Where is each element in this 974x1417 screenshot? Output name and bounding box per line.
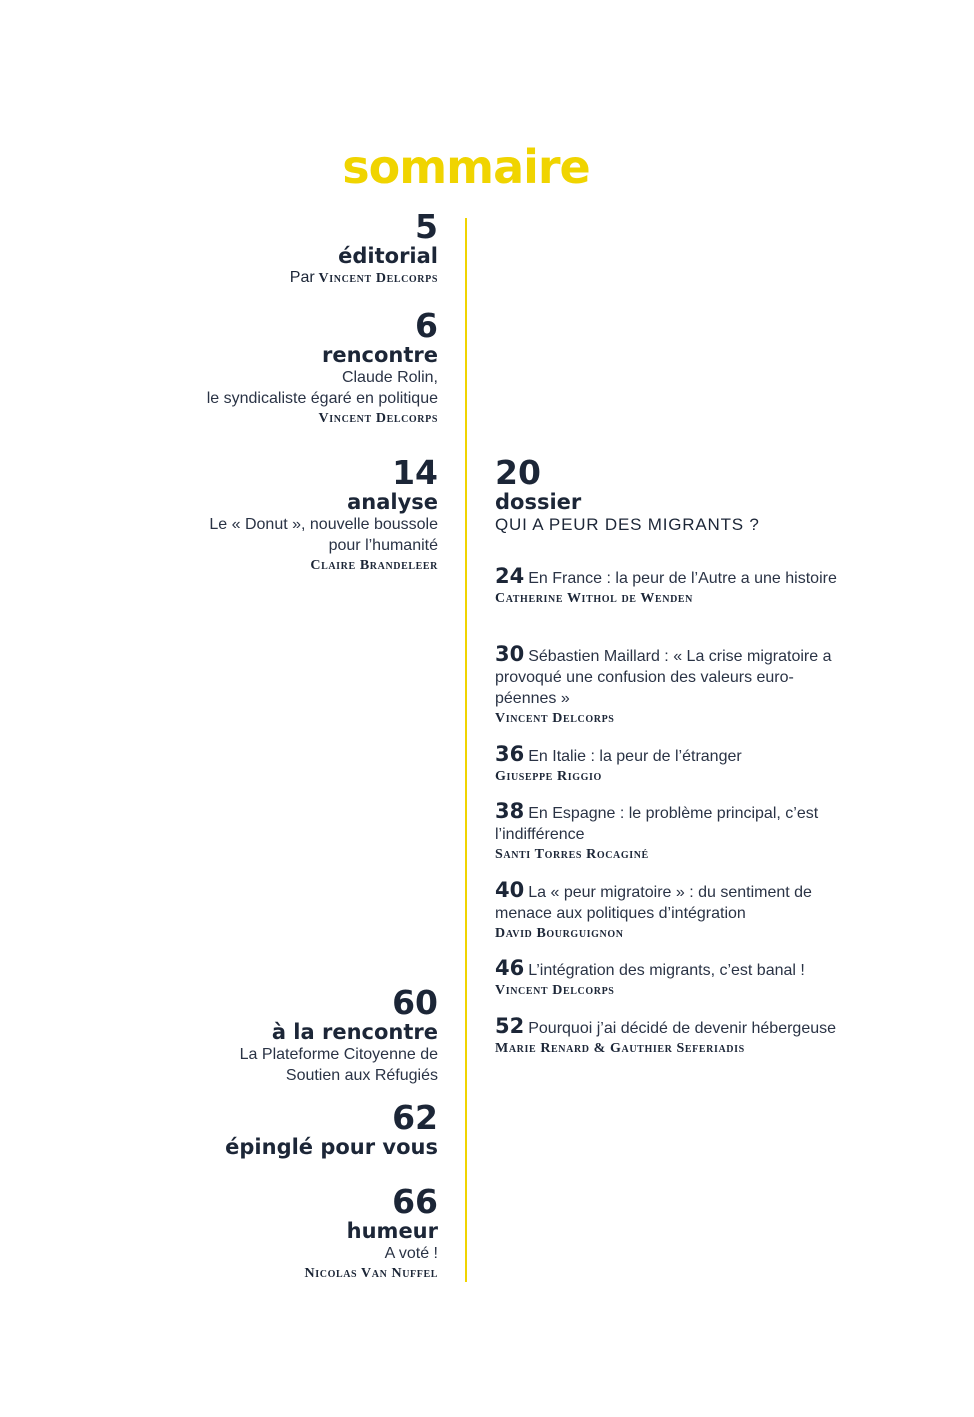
article-text: L’intégration des migrants, c’est banal ! (528, 962, 805, 979)
entry-description: Soutien aux Réfugiés (285, 1067, 438, 1084)
article-item[interactable] (495, 958, 895, 1001)
section-title: dossier (495, 490, 582, 514)
author-name: David Bourguignon (495, 926, 624, 941)
article-title (495, 958, 895, 981)
page-number: 62 (392, 1098, 438, 1137)
section-title: épinglé pour vous (225, 1135, 438, 1159)
entry-a-la-rencontre[interactable] (18, 983, 438, 1086)
author-name: Vincent Delcorps (318, 271, 438, 286)
article-item[interactable] (495, 1016, 915, 1059)
entry-editorial[interactable] (18, 207, 438, 289)
author-name: Vincent Delcorps (495, 983, 615, 998)
article-text: En France : la peur de l’Autre a une histoire (528, 570, 837, 587)
article-item[interactable] (495, 744, 895, 787)
entry-analyse[interactable] (18, 453, 438, 576)
author-name: Giuseppe Riggio (495, 769, 602, 784)
author-name: Vincent Delcorps (318, 411, 438, 426)
page-number: 6 (415, 306, 438, 345)
page-number: 5 (415, 207, 438, 246)
article-item[interactable] (495, 566, 895, 609)
section-title: éditorial (338, 244, 438, 268)
author-name: Marie Renard & Gauthier Seferiadis (495, 1041, 745, 1056)
article-page-number: 40 (495, 878, 525, 902)
entry-description: le syndicaliste égaré en politique (206, 390, 438, 407)
article-title (495, 644, 855, 709)
section-title: analyse (347, 490, 438, 514)
article-text: Pourquoi j’ai décidé de devenir hébergeuse (528, 1020, 837, 1037)
entry-description: Claude Rolin, (341, 369, 438, 386)
article-item[interactable] (495, 880, 835, 944)
author-name: Santi Torres Rocaginé (495, 847, 649, 862)
article-title (495, 1016, 915, 1039)
article-item[interactable] (495, 644, 855, 729)
article-item[interactable] (495, 801, 825, 865)
entry-description: A voté ! (384, 1245, 438, 1262)
article-page-number: 30 (495, 642, 525, 666)
entry-description: pour l’humanité (328, 537, 438, 554)
article-page-number: 24 (495, 564, 525, 588)
article-text: En Italie : la peur de l’étranger (528, 748, 742, 765)
entry-description: Le « Donut », nouvelle boussole (209, 516, 438, 533)
author-name: Vincent Delcorps (495, 711, 615, 726)
author-name: Catherine Withol de Wenden (495, 591, 693, 606)
article-title (495, 880, 835, 924)
section-title: rencontre (321, 343, 438, 367)
entry-dossier[interactable] (495, 453, 895, 536)
article-page-number: 52 (495, 1014, 525, 1038)
page-number: 60 (392, 983, 438, 1022)
article-page-number: 46 (495, 956, 525, 980)
article-text: La « peur migratoire » : du sentiment de menace aux politiques d’intégration (495, 884, 812, 922)
article-title (495, 566, 895, 589)
page-number: 20 (495, 453, 541, 492)
section-title: humeur (346, 1219, 438, 1243)
author-name: Nicolas Van Nuffel (304, 1266, 438, 1281)
section-title: à la rencontre (271, 1020, 438, 1044)
entry-humeur[interactable] (18, 1182, 438, 1284)
page-number: 66 (392, 1182, 438, 1221)
article-title (495, 801, 825, 845)
dossier-subtitle: QUI A PEUR DES MIGRANTS ? (495, 515, 760, 534)
article-text: En Espagne : le problème principal, c’est l’indifférence (495, 805, 819, 843)
page-number: 14 (392, 453, 438, 492)
author (18, 268, 438, 289)
article-page-number: 38 (495, 799, 525, 823)
column-divider (465, 218, 467, 1282)
article-title (495, 744, 895, 767)
author-name: Claire Brandeleer (310, 558, 438, 573)
entry-rencontre[interactable] (18, 306, 438, 429)
author-prefix: Par (289, 269, 315, 286)
entry-description: La Plateforme Citoyenne de (239, 1046, 438, 1063)
article-text: Sébastien Maillard : « La crise migratoire a provoqué une confusion des valeurs euro-péennes » (495, 648, 832, 707)
page-title: sommaire (342, 140, 590, 194)
entry-epingle[interactable] (18, 1098, 438, 1159)
article-page-number: 36 (495, 742, 525, 766)
